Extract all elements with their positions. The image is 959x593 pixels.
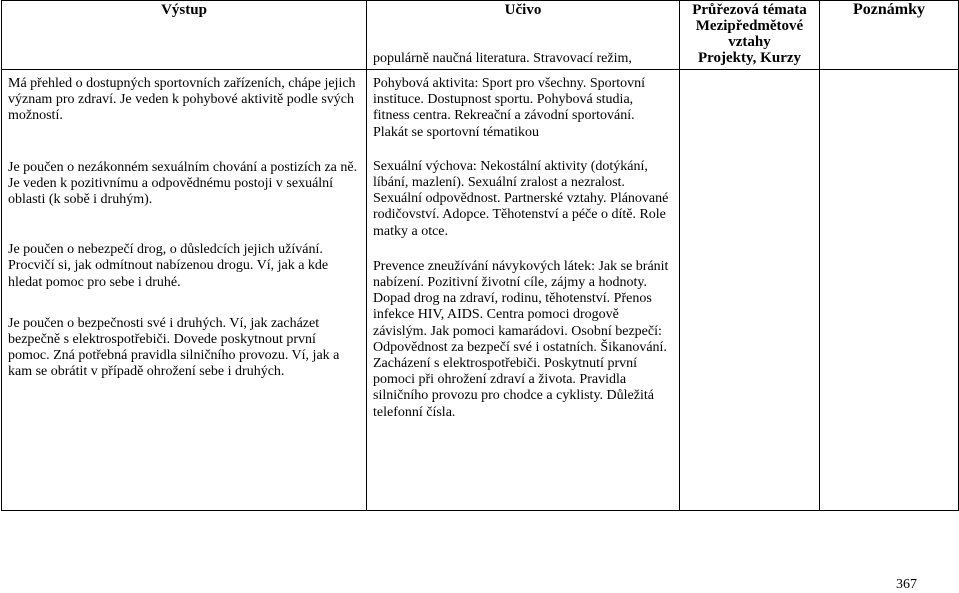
column-header-prurezova-temata (680, 1, 820, 70)
header-row (2, 1, 959, 70)
column-header-ucivo: Učivo (504, 2, 542, 18)
ucivo-header-cell (367, 1, 680, 70)
vystup-cell (2, 70, 367, 511)
ucivo-cell (367, 70, 680, 511)
content-row (2, 70, 959, 511)
ucivo-sexualni: Sexuální výchova: Nekostální aktivity (dotýkání, líbání, mazlení). Sexuální zralost a nezralost. Sexuální odpovědnost. Partnerské vztahy. Plánované rodičovství. Adopce. Těhotenství a péče o dítě. Role matky a otce. (373, 158, 669, 239)
header-temata-line-4: Projekty, Kurzy (697, 50, 802, 66)
ucivo-sport: Pohybová aktivita: Sport pro všechny. Sportovní instituce. Dostupnost sportu. Pohybová studia, fitness centra. Rekreační a závodní sportování. Plakát se sportovní tématikou (373, 76, 646, 140)
page-number: 367 (896, 577, 917, 592)
vystup-sexualni: Je poučen o nezákonném sexuálním chování a postizích za ně. Je veden k pozitivnímu a odpovědnému postoji v sexuální oblasti (k sobě i druhým). (8, 159, 358, 208)
column-header-poznamky: Poznámky (820, 1, 959, 70)
vystup-sport: Má přehled o dostupných sportovních zařízeních, chápe jejich význam pro zdraví. Je veden k pohybové aktivitě podle svých možností. (8, 76, 356, 124)
header-temata-line-3: vztahy (728, 34, 771, 50)
vystup-drogy: Je poučen o nebezpečí drog, o důsledcích jejich užívání. Procvičí si, jak odmítnout nabízenou drogu. Ví, jak a kde hledat pomoc pro sebe i druhé. (8, 242, 329, 290)
vystup-bezpecnost: Je poučen o bezpečnosti své i druhých. Ví, jak zacházet bezpečně s elektrospotřebiči. Dovede poskytnout první pomoc. Zná potřebná pravidla silničního provozu. Ví, jak a kam se obrátit v případě ohrožení sebe i druhých. (8, 315, 340, 380)
header-temata-line-1: Průřezová témata (692, 2, 807, 18)
ucivo-prevence: Prevence zneužívání návykových látek: Jak se bránit nabízení. Pozitivní životní cíle, zájmy a hodnoty. Dopad drog na zdraví, rodinu, těhotenství. Přenos infekce HIV, AIDS. Centra pomoci drogově závislým. Jak pomoci kamarádovi. Osobní bezpečí: Odpovědnost za bezpečí své i ostatních. Šikanování. Zacházení s elektrospotřebiči. Poskytnutí první pomoci při ohrožení zdraví a života. Pravidla silničního provozu pro chodce a cyklisty. Důležitá telefonní čísla. (373, 258, 669, 420)
curriculum-table (1, 0, 959, 511)
poznamky-cell (820, 70, 959, 511)
continuation-text: populárně naučná literatura. Stravovací režim, (373, 51, 632, 66)
header-temata-line-2: Mezipředmětové (695, 18, 804, 34)
temata-cell (680, 70, 820, 511)
column-header-vystup: Výstup (2, 1, 367, 70)
